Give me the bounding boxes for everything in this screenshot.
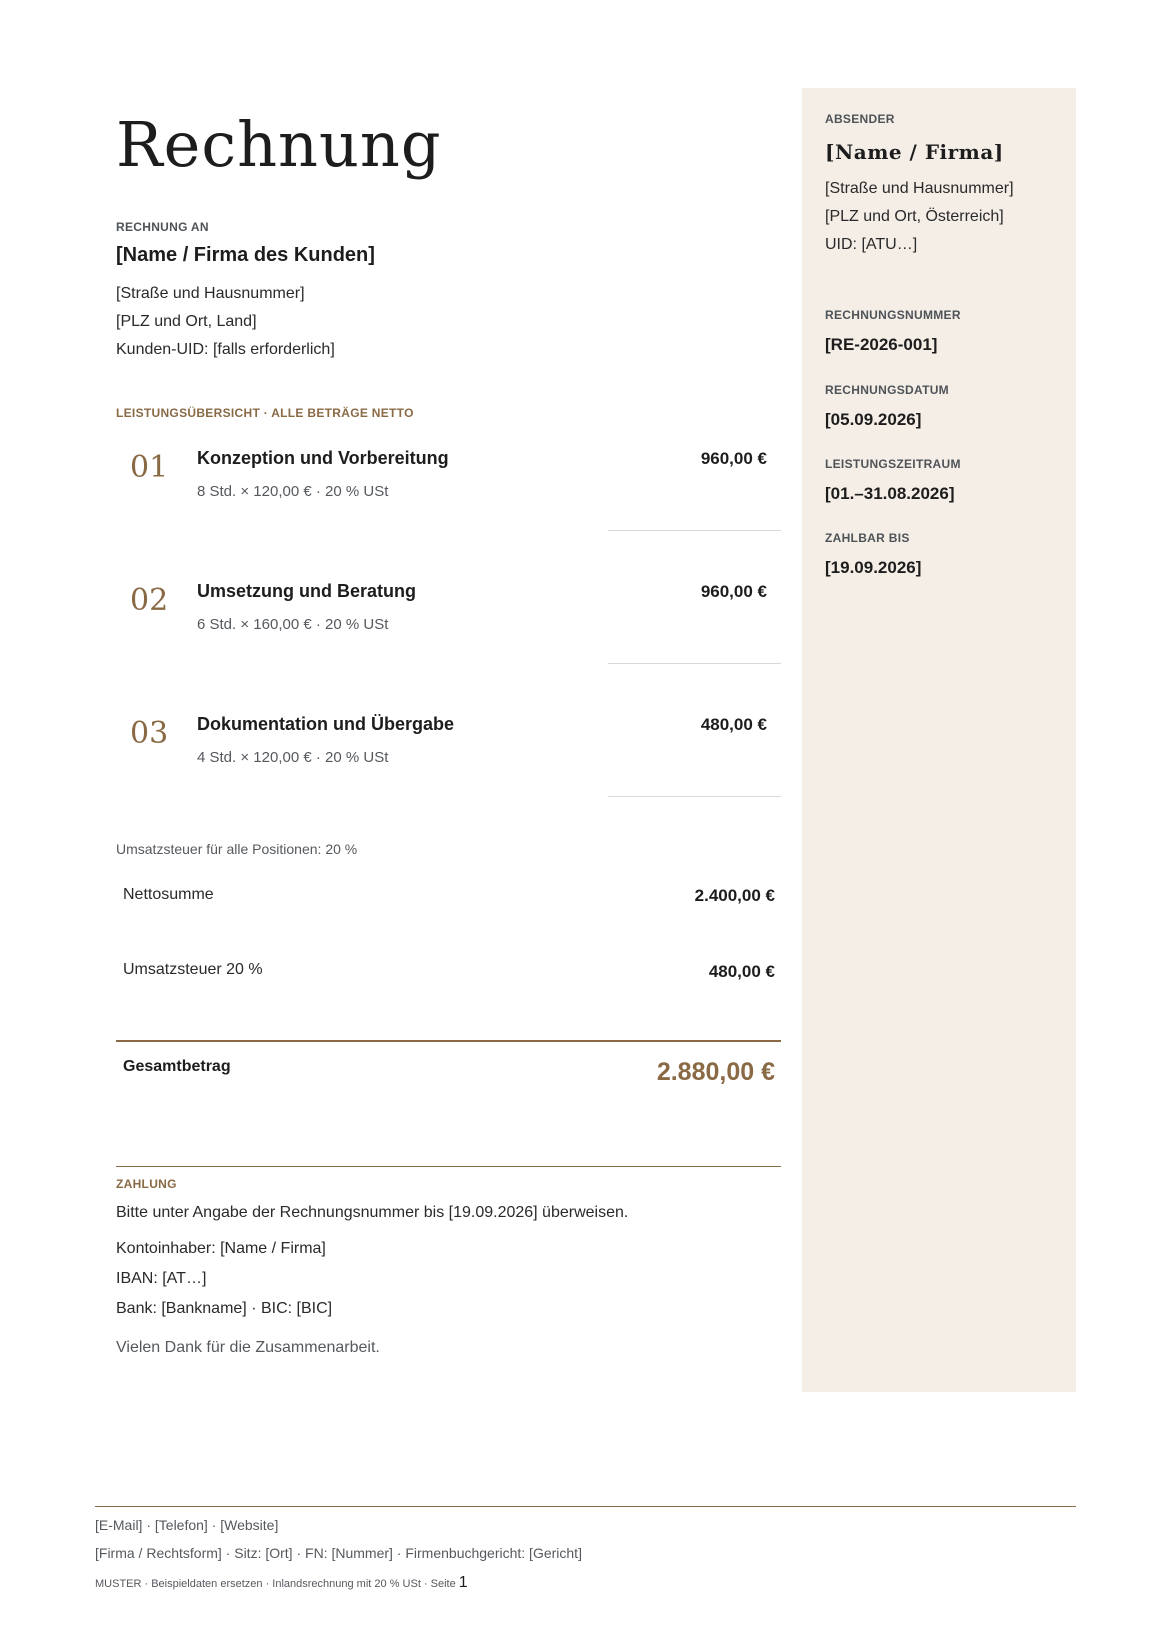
invoice-number: [RE-2026-001] (825, 335, 938, 354)
item-detail: 8 Std. × 120,00 € · 20 % USt (197, 483, 389, 500)
payment-label: ZAHLUNG (116, 1177, 177, 1191)
page-number: 1 (458, 1574, 468, 1591)
item-amount: 960,00 € (700, 582, 767, 601)
service-period-label: LEISTUNGSZEITRAUM (825, 457, 961, 471)
sender-street: [Straße und Hausnummer] (825, 180, 1014, 197)
iban: IBAN: [AT…] (116, 1270, 207, 1287)
item-divider (608, 663, 781, 664)
recipient-name: [Name / Firma des Kunden] (116, 244, 375, 266)
payment-instruction: Bitte unter Angabe der Rechnungsnummer bis [19.09.2026] überweisen. (116, 1204, 629, 1221)
item-detail: 6 Std. × 160,00 € · 20 % USt (197, 616, 389, 633)
footer-contact: [E-Mail] · [Telefon] · [Website] (95, 1517, 279, 1533)
item-title: Dokumentation und Übergabe (197, 714, 455, 734)
item-number: 02 (130, 583, 169, 618)
item-divider (608, 530, 781, 531)
item-number: 03 (130, 716, 169, 751)
items-section-label: LEISTUNGSÜBERSICHT · ALLE BETRÄGE NETTO (116, 406, 414, 420)
invoice-date: [05.09.2026] (825, 410, 922, 429)
payment-divider (116, 1166, 781, 1167)
recipient-uid: Kunden-UID: [falls erforderlich] (116, 341, 335, 358)
vat-total-label: Umsatzsteuer 20 % (123, 961, 263, 978)
recipient-city: [PLZ und Ort, Land] (116, 313, 257, 330)
item-detail: 4 Std. × 120,00 € · 20 % USt (197, 749, 389, 766)
sender-sidebar (802, 88, 1076, 1392)
invoice-number-label: RECHNUNGSNUMMER (825, 308, 961, 322)
net-total-label: Nettosumme (123, 886, 214, 903)
item-amount: 960,00 € (700, 449, 767, 468)
sender-uid: UID: [ATU…] (825, 236, 918, 253)
bank-bic: Bank: [Bankname] · BIC: [BIC] (116, 1300, 333, 1317)
footer-note-text: MUSTER · Beispieldaten ersetzen · Inlandsrechnung mit 20 % USt · Seite (95, 1578, 456, 1590)
due-date-label: ZAHLBAR BIS (825, 531, 910, 545)
sender-city: [PLZ und Ort, Österreich] (825, 208, 1004, 225)
vat-note: Umsatzsteuer für alle Positionen: 20 % (116, 841, 358, 857)
grand-total-divider (116, 1040, 781, 1042)
grand-total-label: Gesamtbetrag (123, 1058, 231, 1075)
footer-note (95, 1574, 468, 1592)
invoice-date-label: RECHNUNGSDATUM (825, 383, 949, 397)
grand-total-value: 2.880,00 € (656, 1058, 775, 1086)
recipient-label: RECHNUNG AN (116, 220, 209, 234)
thank-you-note: Vielen Dank für die Zusammenarbeit. (116, 1339, 380, 1356)
net-total-value: 2.400,00 € (694, 886, 775, 905)
item-number: 01 (130, 450, 169, 485)
due-date: [19.09.2026] (825, 558, 922, 577)
service-period: [01.–31.08.2026] (825, 484, 955, 503)
item-divider (608, 796, 781, 797)
sender-name: [Name / Firma] (825, 140, 1004, 164)
vat-total-value: 480,00 € (708, 962, 775, 981)
item-amount: 480,00 € (700, 715, 767, 734)
item-title: Konzeption und Vorbereitung (197, 448, 449, 468)
footer-divider (95, 1506, 1076, 1507)
account-holder: Kontoinhaber: [Name / Firma] (116, 1240, 326, 1257)
footer-company: [Firma / Rechtsform] · Sitz: [Ort] · FN: [Nummer] · Firmenbuchgericht: [Gericht] (95, 1545, 582, 1561)
page-title: Rechnung (116, 108, 442, 181)
sender-label: ABSENDER (825, 112, 895, 126)
recipient-street: [Straße und Hausnummer] (116, 285, 305, 302)
item-title: Umsetzung und Beratung (197, 581, 416, 601)
